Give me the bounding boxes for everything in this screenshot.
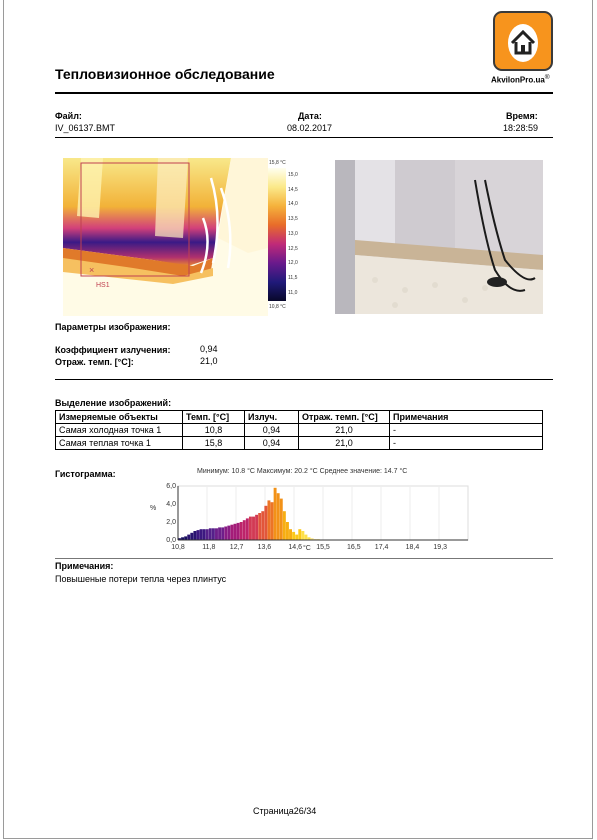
histogram-bar xyxy=(243,520,246,540)
report-title: Тепловизионное обследование xyxy=(55,66,275,82)
histogram-bar xyxy=(252,517,255,540)
table-header-row xyxy=(56,411,543,424)
scale-tick: 12,0 xyxy=(288,260,298,267)
histogram-bar xyxy=(246,518,249,540)
histogram-bar xyxy=(277,493,280,540)
logo xyxy=(493,11,553,71)
selection-heading: Выделение изображений: xyxy=(55,398,172,408)
histogram-bar xyxy=(218,527,221,540)
histogram-bar xyxy=(209,528,212,540)
histogram-bar xyxy=(283,511,286,540)
histogram-bar xyxy=(230,525,233,540)
histogram-bar xyxy=(200,529,203,540)
y-tick-label: 0,0 xyxy=(166,537,176,544)
table-row xyxy=(56,437,543,450)
x-tick-label: 19,3 xyxy=(433,544,448,551)
histogram-bar xyxy=(224,527,227,541)
histogram-bar xyxy=(286,522,289,540)
scale-tick: 12,5 xyxy=(288,245,298,252)
histogram-bar xyxy=(295,535,298,540)
page-number: Страница26/34 xyxy=(253,806,317,816)
table-cell: - xyxy=(390,437,543,450)
notes-text: Повышеные потери тепла через плинтус xyxy=(55,574,227,584)
col-notes: Примечания xyxy=(390,411,543,424)
table-cell: Самая теплая точка 1 xyxy=(56,437,183,450)
emissivity-label: Коэффициент излучения: xyxy=(55,345,171,355)
histogram-bar xyxy=(298,529,301,540)
histogram-bar xyxy=(197,530,200,540)
col-refl-temp: Отраж. темп. [°C] xyxy=(299,411,390,424)
col-objects: Измеряемые объекты xyxy=(56,411,183,424)
y-tick-label: 2,0 xyxy=(166,519,176,526)
histogram-x-unit: °C xyxy=(303,545,311,552)
histogram-bar xyxy=(227,526,230,540)
x-tick-label: 11,8 xyxy=(202,544,216,551)
scale-tick: 14,5 xyxy=(288,186,298,193)
emissivity-value: 0,94 xyxy=(200,344,218,354)
y-tick-label: 4,0 xyxy=(166,501,176,508)
table-cell: 21,0 xyxy=(299,424,390,437)
histogram-bar xyxy=(289,529,292,540)
histogram-bar xyxy=(261,511,264,540)
header-rule xyxy=(55,92,553,94)
x-tick-label: 13,6 xyxy=(257,544,272,551)
histogram-bar xyxy=(249,517,252,540)
histogram-bar xyxy=(264,506,267,540)
histogram-bar xyxy=(292,532,295,540)
file-label: Файл: xyxy=(55,111,82,121)
histogram-bar xyxy=(240,522,243,540)
histogram-bar xyxy=(193,531,196,540)
x-tick-label: 15,5 xyxy=(316,544,330,551)
histogram-bar xyxy=(271,502,274,540)
histogram-bar xyxy=(237,523,240,540)
x-tick-label: 10,8 xyxy=(171,544,185,551)
x-tick-label: 14,6 xyxy=(288,544,303,551)
histogram-bar xyxy=(255,515,258,540)
refl-temp-value: 21,0 xyxy=(200,356,218,366)
scale-max: 15,8 °C xyxy=(269,160,286,166)
scale-tick: 13,5 xyxy=(288,216,298,223)
scale-tick: 13,0 xyxy=(288,230,298,237)
histogram-bar xyxy=(221,527,224,540)
date-value: 08.02.2017 xyxy=(287,123,333,133)
scale-min: 10,8 °C xyxy=(269,304,286,310)
notes-heading: Примечания: xyxy=(55,561,114,571)
histogram-bar xyxy=(301,531,304,540)
params-rule xyxy=(55,379,553,380)
histogram-bar xyxy=(258,513,261,540)
x-tick-label: 16,5 xyxy=(347,544,361,551)
table-cell: Самая холодная точка 1 xyxy=(56,424,183,437)
histogram-y-unit: % xyxy=(150,505,157,512)
visual-photo xyxy=(335,160,543,314)
house-icon xyxy=(495,13,551,69)
thermal-image xyxy=(63,158,268,316)
file-value: IV_06137.BMT xyxy=(55,123,116,133)
table-row xyxy=(56,424,543,437)
x-tick-label: 17,4 xyxy=(374,544,389,551)
svg-text:×: × xyxy=(89,265,95,275)
histogram-bar xyxy=(274,488,277,540)
scale-tick: 15,0 xyxy=(288,172,298,178)
histogram-chart xyxy=(160,478,470,553)
scale-tick: 14,0 xyxy=(288,201,298,208)
histogram-bar xyxy=(304,535,307,540)
histogram-bar xyxy=(267,500,270,540)
table-cell: 21,0 xyxy=(299,437,390,450)
scale-ticks xyxy=(288,168,298,300)
table-cell: 0,94 xyxy=(245,437,299,450)
measurements-table xyxy=(55,410,543,450)
histogram-rule xyxy=(55,558,553,559)
color-scale-bar xyxy=(268,168,286,301)
table-cell: - xyxy=(390,424,543,437)
histogram-bar xyxy=(203,529,206,540)
histogram-bar xyxy=(187,535,190,540)
table-cell: 15,8 xyxy=(183,437,245,450)
histogram-bar xyxy=(234,524,237,540)
col-emissivity: Излуч. xyxy=(245,411,299,424)
col-temp: Темп. [°C] xyxy=(183,411,245,424)
refl-temp-label: Отраж. темп. [°C]: xyxy=(55,357,134,367)
y-tick-label: 6,0 xyxy=(166,483,176,490)
time-value: 18:28:59 xyxy=(503,123,539,133)
scale-tick: 11,0 xyxy=(288,289,298,296)
histogram-bar xyxy=(215,528,218,540)
scale-tick: 11,5 xyxy=(288,274,298,281)
logo-text: AkvilonPro.ua® xyxy=(491,74,550,85)
hs1-marker-label: HS1 xyxy=(96,282,110,289)
x-tick-label: 18,4 xyxy=(405,544,420,551)
params-heading: Параметры изображения: xyxy=(55,322,171,332)
histogram-bar xyxy=(184,536,187,540)
histogram-bar xyxy=(190,533,193,540)
table-cell: 10,8 xyxy=(183,424,245,437)
histogram-bar xyxy=(206,529,209,540)
x-tick-label: 12,7 xyxy=(229,544,244,551)
date-label: Дата: xyxy=(298,111,322,121)
histogram-bar xyxy=(212,528,215,540)
table-cell: 0,94 xyxy=(245,424,299,437)
meta-rule xyxy=(55,137,553,138)
histogram-bar xyxy=(280,499,283,540)
histogram-stats: Минимум: 10.8 °C Максимум: 20.2 °C Среднее значение: 14.7 °C xyxy=(197,468,408,475)
time-label: Время: xyxy=(506,111,538,121)
histogram-heading: Гистограмма: xyxy=(55,469,116,479)
